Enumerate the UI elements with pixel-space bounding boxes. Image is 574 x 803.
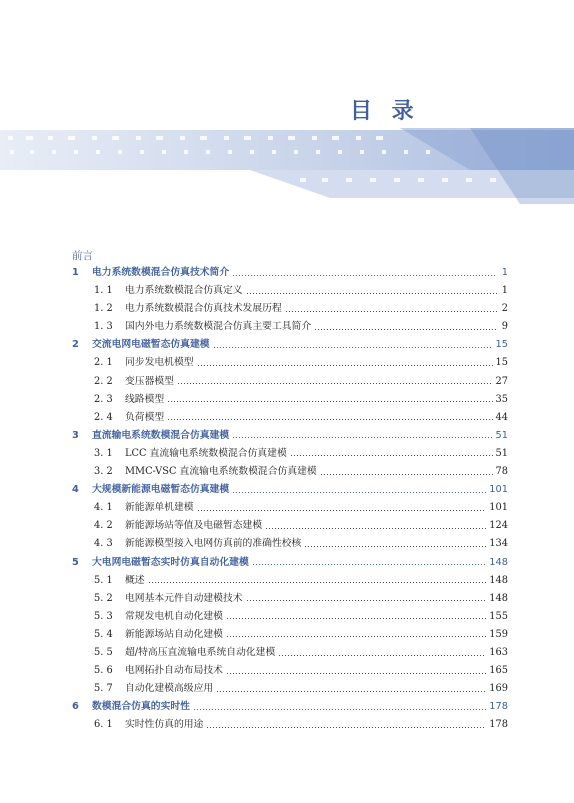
toc-entry-title: 直流输电系统数模混合仿真建模 [92, 429, 230, 441]
toc-entry-number: 5. 3 [94, 610, 113, 622]
toc-page-number: 1 [501, 285, 508, 297]
dot-leader [320, 474, 493, 475]
toc-page-number: 35 [495, 393, 508, 405]
toc-section-row[interactable] [72, 626, 508, 644]
dot-leader [167, 419, 492, 420]
dot-leader [232, 492, 486, 493]
toc-section-row[interactable] [72, 445, 508, 463]
toc-entry-title: 大电网电磁暂态实时仿真自动化建模 [92, 556, 249, 568]
toc-section-row[interactable] [72, 463, 508, 481]
toc-entry-number: 2. 3 [94, 393, 113, 405]
dot-leader [265, 528, 486, 529]
toc-section-row[interactable] [72, 680, 508, 698]
toc-page-number: 51 [495, 429, 508, 441]
toc-section-row[interactable] [72, 517, 508, 535]
toc-section-row[interactable] [72, 354, 508, 372]
toc-entry-number: 4. 1 [94, 502, 113, 514]
toc-entry-number: 2. 2 [94, 375, 113, 387]
dot-leader [206, 727, 486, 728]
dot-leader [246, 600, 487, 601]
table-of-contents [72, 248, 508, 734]
toc-entry-title: 新能源模型接入电网仿真前的准确性校核 [125, 538, 302, 550]
toc-section-row[interactable] [72, 300, 508, 318]
toc-page-number: 148 [489, 556, 508, 568]
toc-section-row[interactable] [72, 318, 508, 336]
toc-entry-title: 新能源场站等值及电磁暂态建模 [125, 520, 263, 532]
toc-entry-number: 5. 5 [94, 646, 113, 658]
toc-page-number: 2 [501, 303, 508, 315]
dot-leader [290, 455, 493, 456]
toc-entry-number: 3. 1 [94, 447, 113, 459]
toc-page-number: 101 [489, 484, 508, 496]
toc-page-number: 15 [495, 339, 508, 351]
dot-leader [226, 618, 486, 619]
toc-page-number: 1 [501, 267, 508, 278]
toc-section-row[interactable] [72, 716, 508, 734]
toc-page-number: 159 [489, 628, 508, 640]
toc-entry-title: 电力系统数模混合仿真定义 [125, 285, 243, 297]
toc-page-number: 51 [495, 447, 508, 459]
toc-preface-link[interactable]: 前言 [72, 250, 93, 262]
dot-leader [197, 510, 487, 511]
toc-section-row[interactable] [72, 572, 508, 590]
toc-entry-title: 新能源场站自动化建模 [125, 628, 223, 640]
toc-section-row[interactable] [72, 373, 508, 391]
dot-leader [213, 347, 493, 348]
toc-entry-number: 5 [72, 556, 79, 568]
toc-entry-number: 5. 2 [94, 592, 113, 604]
toc-entry-title: 电力系统数模混合仿真技术发展历程 [125, 303, 282, 315]
toc-chapter-row[interactable] [72, 427, 508, 445]
toc-entry-title: 数模混合仿真的实时性 [92, 701, 190, 713]
dot-leader [232, 437, 492, 438]
toc-chapter-row[interactable] [72, 264, 508, 282]
toc-page-number: 148 [489, 574, 508, 586]
toc-page-number: 169 [489, 683, 508, 695]
toc-entry-number: 2. 1 [94, 357, 113, 369]
toc-entry-title: 变压器模型 [125, 375, 174, 387]
toc-entry-number: 4 [72, 484, 79, 496]
toc-entry-number: 5. 6 [94, 665, 113, 677]
toc-entry-number: 1. 2 [94, 303, 113, 315]
toc-entry-number: 2. 4 [94, 411, 113, 423]
toc-entry-title: 负荷模型 [125, 411, 165, 423]
toc-page-number: 165 [489, 665, 508, 677]
dot-leader [148, 582, 487, 583]
toc-section-row[interactable] [72, 535, 508, 553]
toc-entry-number: 5. 4 [94, 628, 113, 640]
toc-entry-title: 新能源单机建模 [125, 502, 194, 514]
toc-section-row[interactable] [72, 608, 508, 626]
toc-chapter-row[interactable] [72, 554, 508, 572]
toc-entry-title: 电网基本元件自动建模技术 [125, 592, 243, 604]
toc-entry-number: 1. 3 [94, 321, 113, 333]
toc-entry-title: 实时性仿真的用途 [125, 719, 204, 731]
toc-entry-number: 5. 1 [94, 574, 113, 586]
toc-entry-number: 1. 1 [94, 285, 113, 297]
toc-page-number: 27 [495, 375, 508, 387]
toc-entry-title: 电网拓扑自动布局技术 [125, 665, 223, 677]
toc-entry-number: 6 [72, 701, 79, 713]
dot-leader [232, 275, 497, 276]
toc-chapter-row[interactable] [72, 336, 508, 354]
toc-page-number: 148 [489, 592, 508, 604]
page-title: 目 录 [350, 99, 420, 124]
toc-chapter-row[interactable] [72, 698, 508, 716]
dot-leader [246, 293, 497, 294]
toc-section-row[interactable] [72, 409, 508, 427]
toc-page-number: 134 [489, 538, 508, 550]
dot-leader [278, 655, 486, 656]
toc-entry-title: 大规模新能源电磁暂态仿真建模 [92, 484, 230, 496]
toc-entry-title: 自动化建模高级应用 [125, 683, 214, 695]
toc-entry-number: 4. 2 [94, 520, 113, 532]
dot-leader [252, 564, 487, 565]
toc-page-number: 178 [489, 701, 508, 713]
decorative-banner [0, 128, 574, 208]
dot-leader [226, 636, 486, 637]
toc-page-number: 163 [489, 646, 508, 658]
toc-entry-title: 常规发电机自动化建模 [125, 610, 223, 622]
toc-entry-number: 3. 2 [94, 466, 113, 478]
dot-leader [304, 546, 486, 547]
dot-leader [177, 383, 493, 384]
toc-page-number: 124 [489, 520, 508, 532]
toc-entry-number: 6. 1 [94, 719, 113, 731]
toc-section-row[interactable] [72, 499, 508, 517]
toc-section-row[interactable] [72, 282, 508, 300]
toc-entry-title: 线路模型 [125, 393, 165, 405]
dot-leader [167, 401, 492, 402]
toc-page-number: 9 [501, 321, 508, 333]
toc-page-number: 15 [495, 357, 508, 369]
toc-entry-title: 概述 [125, 574, 145, 586]
toc-entry-title: 电力系统数模混合仿真技术简介 [92, 267, 230, 278]
dot-leader [314, 329, 497, 330]
toc-section-row[interactable] [72, 590, 508, 608]
toc-page-number: 178 [489, 719, 508, 731]
dot-leader [226, 673, 486, 674]
toc-entry-number: 4. 3 [94, 538, 113, 550]
dot-leader [197, 365, 493, 366]
dot-leader [285, 311, 497, 312]
toc-entry-number: 2 [72, 339, 79, 351]
toc-entry-title: 国内外电力系统数模混合仿真主要工具简介 [125, 321, 312, 333]
toc-section-row[interactable] [72, 644, 508, 662]
toc-page-number: 44 [495, 411, 508, 423]
toc-entry-number: 3 [72, 429, 79, 441]
toc-page-number: 78 [495, 466, 508, 478]
toc-entry-title: 超/特高压直流输电系统自动化建模 [125, 646, 276, 658]
toc-page-number: 101 [489, 502, 508, 514]
toc-entry-title: 交流电网电磁暂态仿真建模 [92, 339, 210, 351]
toc-chapter-row[interactable] [72, 481, 508, 499]
dot-leader [193, 709, 486, 710]
toc-section-row[interactable] [72, 391, 508, 409]
toc-entry-number: 1 [72, 267, 79, 278]
toc-entry-title: MMC-VSC 直流输电系统数模混合仿真建模 [125, 466, 317, 478]
toc-section-row[interactable] [72, 662, 508, 680]
toc-entry-title: LCC 直流输电系统数模混合仿真建模 [125, 447, 287, 459]
toc-entry-number: 5. 7 [94, 683, 113, 695]
toc-entry-title: 同步发电机模型 [125, 357, 194, 369]
dot-leader [216, 691, 486, 692]
toc-page-number: 155 [489, 610, 508, 622]
